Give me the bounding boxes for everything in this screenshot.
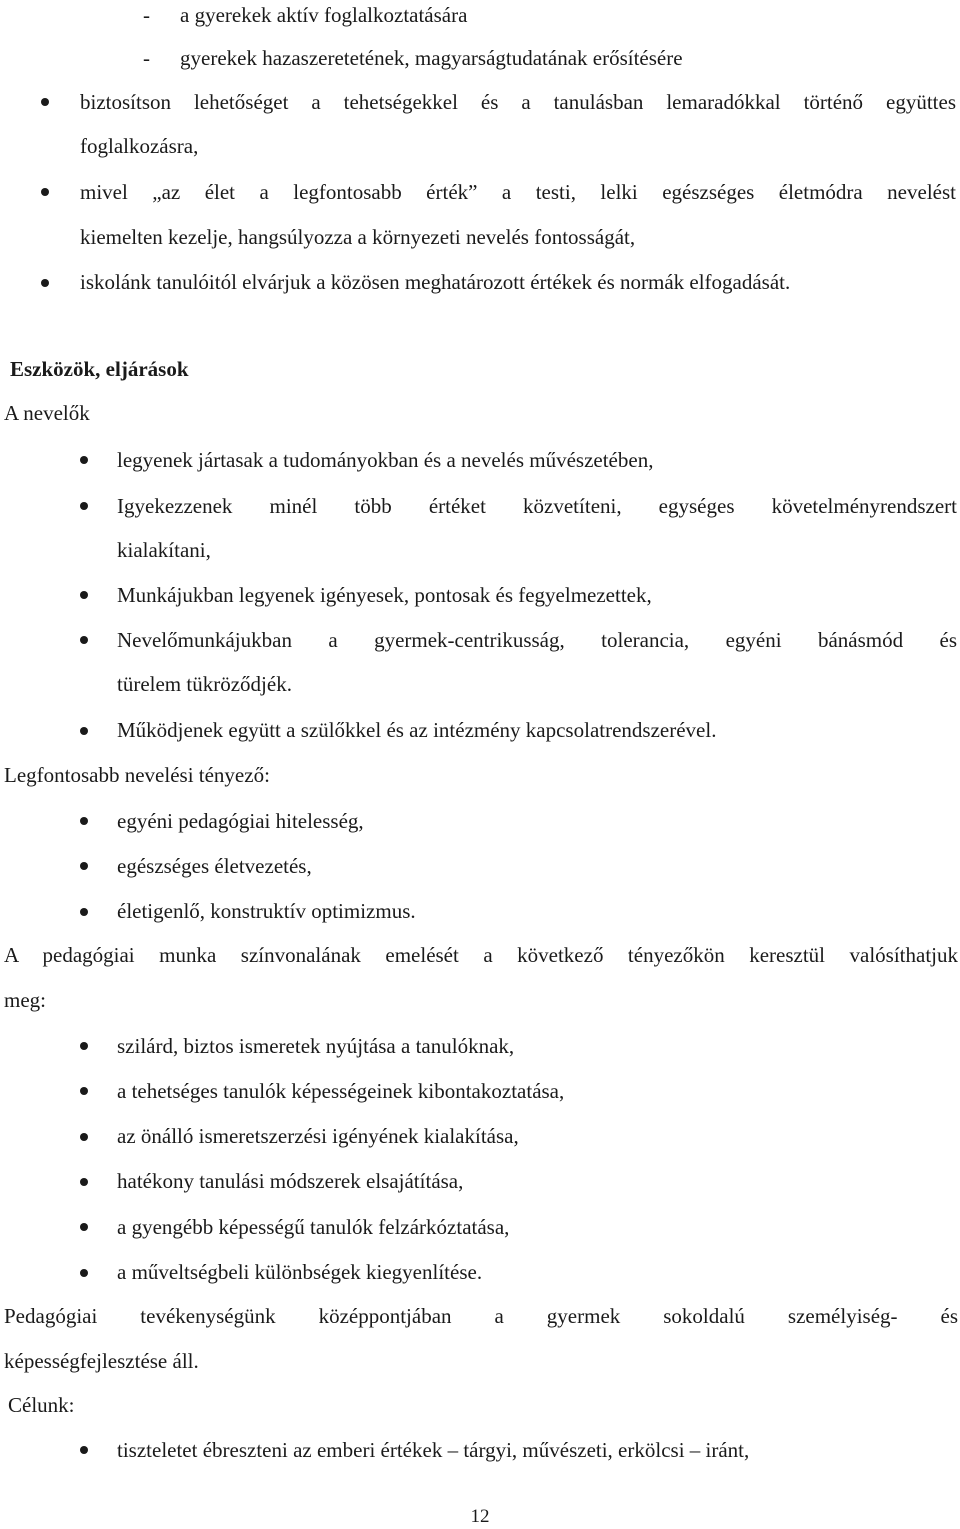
list-item: egyéni pedagógiai hitelesség, xyxy=(117,809,364,833)
bullet-dot xyxy=(80,636,88,644)
page-number: 12 xyxy=(470,1506,490,1527)
paragraph-line: Pedagógiai tevékenységünk középpontjában a gyermek sokoldalú személyiség- és xyxy=(4,1304,958,1328)
list-item: a gyengébb képességű tanulók felzárkóztatása, xyxy=(117,1215,510,1239)
bullet-dot xyxy=(80,1133,88,1141)
list-item: Munkájukban legyenek igényesek, pontosak és fegyelmezettek, xyxy=(117,583,652,607)
bullet-dot xyxy=(80,502,88,510)
bullet-dot xyxy=(80,817,88,825)
bullet-dot xyxy=(80,1269,88,1277)
celunk-label: Célunk: xyxy=(8,1393,75,1417)
bullet-dot xyxy=(41,188,49,196)
bullet-dot xyxy=(80,727,88,735)
paragraph-line: A pedagógiai munka színvonalának emelését a következő tényezőkön keresztül valósíthatjuk xyxy=(4,943,958,967)
list-item: tiszteletet ébreszteni az emberi értékek – tárgyi, művészeti, erkölcsi – iránt, xyxy=(117,1438,750,1462)
nevelok-label: A nevelők xyxy=(4,401,90,425)
bullet-dot xyxy=(80,1223,88,1231)
bullet-dot xyxy=(80,1042,88,1050)
tenyezo-label: Legfontosabb nevelési tényező: xyxy=(4,763,270,787)
list-item: biztosítson lehetőséget a tehetségekkel és a tanulásban lemaradókkal történő együttes xyxy=(80,90,956,114)
paragraph-line: képességfejlesztése áll. xyxy=(4,1349,199,1373)
dash-item: gyerekek hazaszeretetének, magyarságtudatának erősítésére xyxy=(180,46,683,70)
list-item: mivel „az élet a legfontosabb érték” a testi, lelki egészséges életmódra nevelést xyxy=(80,180,956,204)
dash-marker: - xyxy=(143,3,150,27)
list-item: életigenlő, konstruktív optimizmus. xyxy=(117,899,416,923)
list-item: Nevelőmunkájukban a gyermek-centrikusság, tolerancia, egyéni bánásmód és xyxy=(117,628,957,652)
list-item: egészséges életvezetés, xyxy=(117,854,312,878)
paragraph-line: meg: xyxy=(4,988,46,1012)
list-item-continuation: türelem tükröződjék. xyxy=(117,672,292,696)
list-item: Igyekezzenek minél több értéket közvetíteni, egységes követelményrendszert xyxy=(117,494,957,518)
list-item: iskolánk tanulóitól elvárjuk a közösen meghatározott értékek és normák elfogadását. xyxy=(80,270,791,294)
list-item: az önálló ismeretszerzési igényének kialakítása, xyxy=(117,1124,519,1148)
list-item: a tehetséges tanulók képességeinek kibontakoztatása, xyxy=(117,1079,565,1103)
bullet-dot xyxy=(41,98,49,106)
bullet-dot xyxy=(80,1178,88,1186)
bullet-dot xyxy=(80,591,88,599)
list-item: Működjenek együtt a szülőkkel és az intézmény kapcsolatrendszerével. xyxy=(117,718,717,742)
bullet-dot xyxy=(80,1446,88,1454)
bullet-dot xyxy=(80,456,88,464)
list-item: hatékony tanulási módszerek elsajátítása, xyxy=(117,1169,464,1193)
list-item: a műveltségbeli különbségek kiegyenlítése. xyxy=(117,1260,483,1284)
list-item: szilárd, biztos ismeretek nyújtása a tanulóknak, xyxy=(117,1034,515,1058)
list-item-continuation: kiemelten kezelje, hangsúlyozza a környezeti nevelés fontosságát, xyxy=(80,225,636,249)
bullet-dot xyxy=(80,1087,88,1095)
list-item-continuation: foglalkozásra, xyxy=(80,134,199,158)
bullet-dot xyxy=(80,862,88,870)
bullet-dot xyxy=(41,279,49,287)
section-title: Eszközök, eljárások xyxy=(10,357,189,381)
list-item: legyenek jártasak a tudományokban és a nevelés művészetében, xyxy=(117,448,654,472)
bullet-dot xyxy=(80,908,88,916)
dash-item: a gyerekek aktív foglalkoztatására xyxy=(180,3,468,27)
dash-marker: - xyxy=(143,46,150,70)
list-item-continuation: kialakítani, xyxy=(117,538,211,562)
